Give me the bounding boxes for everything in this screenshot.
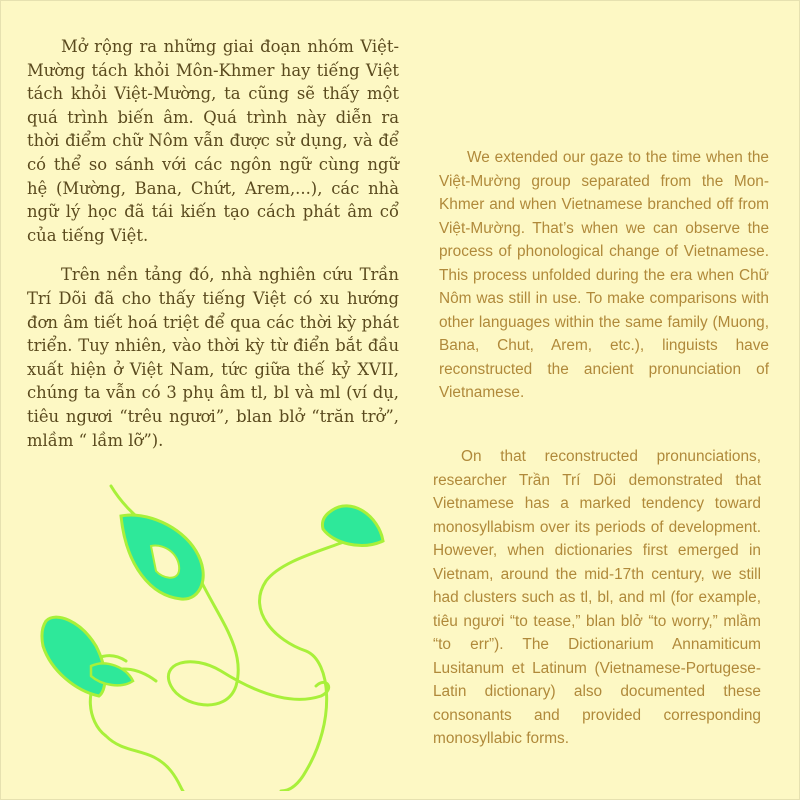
english-text-block-2 bbox=[433, 445, 761, 751]
english-paragraph-2: On that reconstructed pronunciations, researcher Trần Trí Dõi demonstrated that Vietnamese has a marked tendency toward monosyllabism over its periods of development. However, when dictionaries first emerged in Vietnam, around the mid-17th century, we still had clusters such as tl, bl, and ml (for example, tiêu ngươi “to tease,” blan blở “to worry,” mlầm “to err”). The Dictionarium Annamiticum Lusitanum et Latinum (Vietnamese-Portugese-Latin dictionary) also documented these consonants and provided corresponding monosyllabic forms. bbox=[433, 448, 761, 747]
vietnamese-paragraph-2: Trên nền tảng đó, nhà nghiên cứu Trần Trí Dõi đã cho thấy tiếng Việt có xu hướng đơn âm tiết hoá triệt để qua các thời kỳ phát triển. Tuy nhiên, vào thời kỳ từ điển bắt đầu xuất hiện ở Việt Nam, tức giữa thế kỷ XVII, chúng ta vẫn có 3 phụ âm tl, bl và ml (ví dụ, tiêu ngươi “trêu ngươi”, blan blở “trăn trở”, mlầm “ lầm lỡ”). bbox=[27, 265, 399, 450]
flower-bud bbox=[121, 515, 203, 599]
english-text-block-1 bbox=[439, 146, 769, 405]
leaf-left bbox=[42, 617, 105, 696]
leaf-top-right bbox=[322, 506, 383, 546]
main-stem bbox=[168, 581, 328, 705]
vietnamese-text-column bbox=[27, 35, 399, 468]
right-stem bbox=[260, 541, 346, 791]
vietnamese-paragraph-1: Mở rộng ra những giai đoạn nhóm Việt-Mường tách khỏi Môn-Khmer hay tiếng Việt tách khỏi Việt-Mường, ta cũng sẽ thấy một quá trình biến âm. Quá trình này diễn ra thời điểm chữ Nôm vẫn được sử dụng, và để có thể so sánh với các ngôn ngữ cùng ngữ hệ (Mường, Bana, Chứt, Arem,...), các nhà ngữ lý học đã tái kiến tạo cách phát âm cổ của tiếng Việt. bbox=[27, 37, 399, 245]
plant-sprout-icon bbox=[31, 471, 401, 791]
english-paragraph-1: We extended our gaze to the time when the Việt-Mường group separated from the Mon-Khmer and when Vietnamese branched off from Việt-Mường. That’s when we can observe the process of phonological change of Vietnamese. This process unfolded during the era when Chữ Nôm was still in use. To make comparisons with other languages within the same family (Muong, Bana, Chut, Arem, etc.), linguists have reconstructed the ancient pronunciation of Vietnamese. bbox=[439, 149, 769, 401]
